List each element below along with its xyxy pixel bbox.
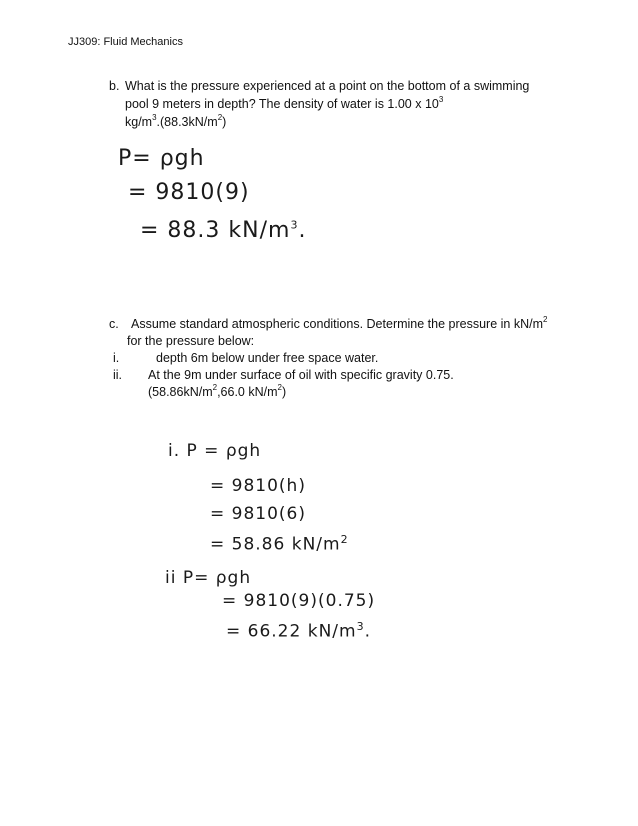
question-b-line2: pool 9 meters in depth? The density of water is 1.00 x $10^3$ bbox=[125, 94, 444, 111]
work-c-i-formula: i. P = ρgh bbox=[168, 441, 262, 461]
question-c-item-i-label: i. bbox=[113, 351, 120, 365]
question-b-line1: What is the pressure experienced at a point on the bottom of a swimming bbox=[125, 79, 530, 93]
work-b-substitution: = 9810(9) bbox=[128, 180, 250, 205]
question-c-line1: Assume standard atmospheric conditions. Determine the pressure in $kN/m^2$ bbox=[131, 314, 548, 331]
work-c-ii-result: = 66.22 $kN/m^3$. bbox=[226, 620, 371, 642]
question-c-answers: ($58.86kN/m^2,66.0$ $kN/m^2$) bbox=[148, 382, 287, 399]
question-c-item-i-text: depth 6m below under free space water. bbox=[156, 351, 379, 365]
page-header: JJ309: Fluid Mechanics bbox=[68, 36, 183, 48]
work-c-i-result: = 58.86 $kN/m^2$ bbox=[210, 533, 349, 555]
work-c-i-step1: = 9810(h) bbox=[210, 476, 306, 496]
question-c-label: c. bbox=[109, 317, 119, 331]
question-c-item-ii-text: At the 9m under surface of oil with specific gravity 0.75. bbox=[148, 368, 454, 382]
work-c-ii-step1: = 9810(9)(0.75) bbox=[222, 591, 376, 611]
question-c-line2: for the pressure below: bbox=[127, 334, 255, 348]
work-c-ii-formula: ii P= ρgh bbox=[165, 568, 252, 588]
work-c-i-step2: = 9810(6) bbox=[210, 504, 306, 524]
question-c-item-ii-label: ii. bbox=[113, 368, 123, 382]
question-b-label: b. bbox=[109, 79, 120, 93]
work-b-result: = 88.3 $kN/m^3$. bbox=[140, 218, 307, 243]
work-b-formula: P= ρgh bbox=[118, 146, 205, 171]
question-b-line3: $kg/m^3.(88.3kN/m^2)$ bbox=[125, 112, 227, 129]
